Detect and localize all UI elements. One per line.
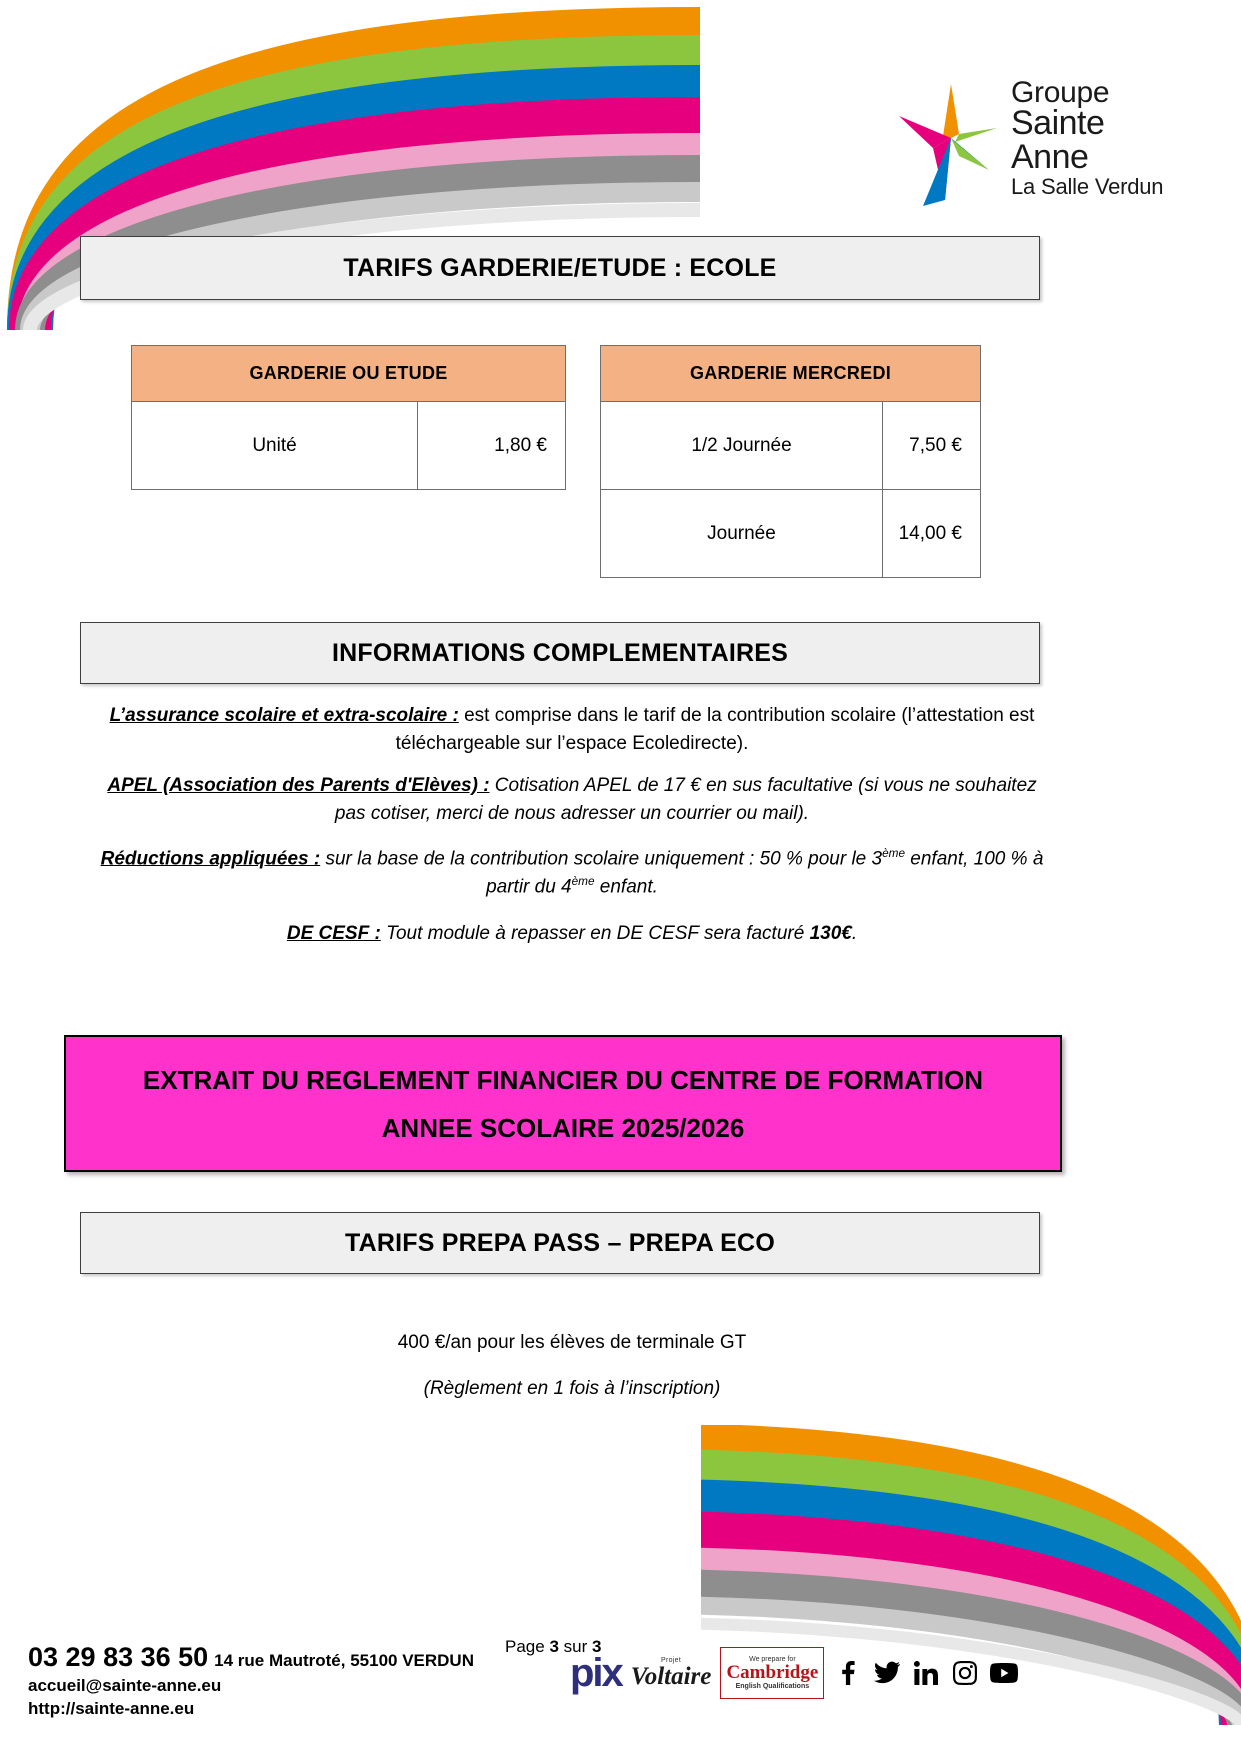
- table-cell-price: 7,50 €: [883, 402, 981, 490]
- logo-line-3: La Salle Verdun: [1011, 173, 1164, 199]
- table-cell-price: 1,80 €: [418, 402, 566, 490]
- paragraph-de-cesf: [96, 920, 1048, 948]
- twitter-icon[interactable]: [872, 1658, 902, 1688]
- pix-logo-label: pix: [570, 1651, 622, 1695]
- footer-address: 14 rue Mautroté, 55100 VERDUN: [214, 1650, 474, 1670]
- cambridge-logo-main: Cambridge: [726, 1662, 819, 1684]
- table-garderie-ou-etude: [131, 345, 566, 490]
- voltaire-logo-label: Voltaire: [630, 1663, 712, 1690]
- facebook-icon[interactable]: [833, 1658, 863, 1688]
- paragraph-assurance: [96, 702, 1048, 757]
- star-logo-icon: [893, 82, 1005, 208]
- logo-line-1: Groupe: [1011, 76, 1110, 109]
- paragraph-apel-lead: APEL (Association des Parents d'Elèves) :: [107, 775, 490, 796]
- voltaire-logo-top: Projet: [661, 1657, 682, 1664]
- youtube-icon[interactable]: [989, 1658, 1019, 1688]
- page-prefix: Page: [505, 1637, 550, 1656]
- paragraph-reductions-body-1: sur la base de la contribution scolaire uniquement : 50 % pour le 3: [320, 848, 883, 870]
- footer-contact-block: [28, 1639, 474, 1721]
- table-garderie-mercredi: [600, 345, 981, 578]
- prepa-amount-line: 400 €/an pour les élèves de terminale GT: [397, 1332, 747, 1353]
- pix-logo: [570, 1653, 622, 1693]
- table-garderie-header: GARDERIE OU ETUDE: [132, 346, 566, 402]
- cambridge-logo-sub: English Qualifications: [735, 1682, 810, 1690]
- section-header-prepa-label: TARIFS PREPA PASS – PREPA ECO: [345, 1228, 775, 1257]
- section-header-prepa: [80, 1212, 1040, 1274]
- section-header-informations: [80, 622, 1040, 684]
- table-header-row: [601, 346, 981, 402]
- table-mercredi-header: GARDERIE MERCREDI: [601, 346, 981, 402]
- paragraph-cesf-amount: 130€: [809, 923, 852, 944]
- paragraph-apel-body: Cotisation APEL de 17 € en sus facultative (si vous ne souhaitez pas cotiser, merci de nous adresser un courrier ou mail).: [334, 775, 1037, 824]
- logo-wordmark: [1011, 78, 1183, 198]
- prepa-note-line: (Règlement en 1 fois à l’inscription): [423, 1378, 721, 1399]
- paragraph-reductions-sup-2: ème: [571, 874, 595, 888]
- brand-logo: [893, 78, 1183, 208]
- table-row: [601, 490, 981, 578]
- pink-banner-line-2: ANNEE SCOLAIRE 2025/2026: [381, 1112, 745, 1143]
- pink-banner-line-1: EXTRAIT DU REGLEMENT FINANCIER DU CENTRE DE FORMATION: [142, 1064, 984, 1095]
- footer-phone: 03 29 83 36 50: [28, 1641, 209, 1672]
- pink-banner-reglement-financier: [64, 1035, 1062, 1172]
- table-cell-label: 1/2 Journée: [601, 402, 883, 490]
- table-cell-label: Journée: [601, 490, 883, 578]
- paragraph-assurance-lead: L’assurance scolaire et extra-scolaire :: [109, 705, 459, 726]
- footer-email[interactable]: accueil@sainte-anne.eu: [28, 1676, 222, 1696]
- paragraph-cesf-body-1: Tout module à repasser en DE CESF sera facturé: [380, 923, 810, 944]
- table-cell-price: 14,00 €: [883, 490, 981, 578]
- page-total: 3: [591, 1637, 602, 1656]
- paragraph-cesf-lead: DE CESF :: [286, 923, 381, 944]
- decorative-swoosh-bottom-right: [701, 1425, 1241, 1755]
- table-row: [601, 402, 981, 490]
- page-current: 3: [549, 1637, 559, 1656]
- table-cell-label: Unité: [132, 402, 418, 490]
- paragraph-reductions-sup-1: ème: [882, 847, 905, 860]
- linkedin-icon[interactable]: [911, 1658, 941, 1688]
- footer-website[interactable]: http://sainte-anne.eu: [28, 1699, 195, 1719]
- table-header-row: [132, 346, 566, 402]
- voltaire-logo: [631, 1657, 712, 1689]
- paragraph-reductions-body-2: enfant, 100 % à partir du 4: [486, 848, 1044, 898]
- paragraph-reductions-body-3: enfant.: [594, 876, 658, 898]
- paragraph-apel: [96, 772, 1048, 827]
- section-header-ecole: [80, 236, 1040, 300]
- section-header-informations-label: INFORMATIONS COMPLEMENTAIRES: [331, 638, 789, 667]
- page-middle: sur: [558, 1637, 592, 1656]
- paragraph-reductions: [96, 845, 1048, 901]
- table-row: [132, 402, 566, 490]
- paragraph-assurance-body: est comprise dans le tarif de la contribution scolaire (l’attestation est téléchargeable sur l’espace Ecoledirecte).: [395, 705, 1035, 754]
- cambridge-logo-top: We prepare for: [749, 1655, 796, 1663]
- section-header-ecole-label: TARIFS GARDERIE/ETUDE : ECOLE: [343, 253, 777, 282]
- paragraph-reductions-lead: Réductions appliquées :: [100, 848, 321, 870]
- footer-logo-strip: [570, 1643, 1019, 1703]
- logo-line-2: Sainte Anne: [1011, 103, 1105, 177]
- paragraph-cesf-body-2: .: [851, 923, 858, 944]
- instagram-icon[interactable]: [950, 1658, 980, 1688]
- cambridge-logo: [720, 1647, 824, 1699]
